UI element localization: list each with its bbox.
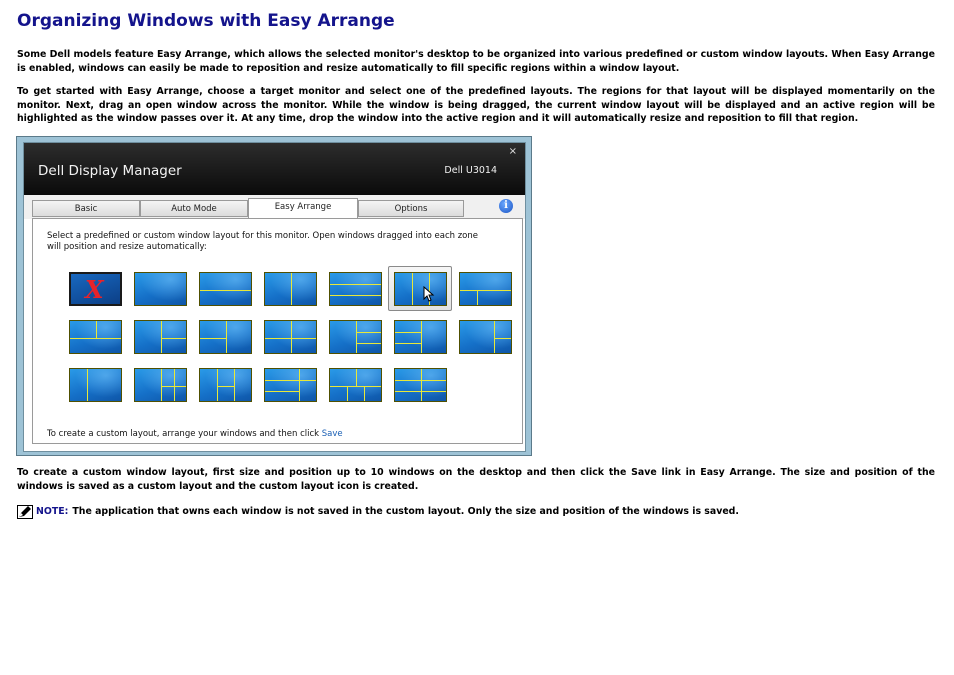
layout-option-button[interactable] (134, 320, 187, 354)
easy-arrange-panel (32, 218, 523, 444)
layout-divider (200, 338, 227, 339)
layout-divider (364, 386, 365, 402)
custom-layout-paragraph: To create a custom window layout, first size and position up to 10 windows on the desktop and then click the Save link in Easy Arrange. The size and position of the windows is saved as a custom layout and the custom layout icon is created. (17, 467, 935, 492)
layout-divider (357, 332, 383, 333)
layout-option-button[interactable] (394, 368, 447, 402)
page-title: Organizing Windows with Easy Arrange (17, 11, 395, 31)
layout-option-button[interactable] (459, 320, 512, 354)
layout-divider (217, 386, 234, 387)
layout-option-button[interactable] (199, 320, 252, 354)
tab-auto-mode[interactable]: Auto Mode (140, 200, 248, 217)
tab-easy-arrange[interactable]: Easy Arrange (248, 198, 358, 218)
getting-started-paragraph: To get started with Easy Arrange, choose a target monitor and select one of the predefined layouts. The regions for that layout will be displayed momentarily on the monitor. Next, drag an open window across the monitor. While the window is being dragged, the current window layout will be displayed and an active region will be highlighted as the window passes over it. At any time, drop the window into the active region and it will automatically resize and reposition to fill that region. (17, 86, 935, 124)
layout-divider (265, 338, 317, 339)
layout-divider (395, 332, 422, 333)
tab-bar (24, 195, 525, 219)
layout-divider (460, 290, 512, 291)
custom-layout-hint (47, 429, 343, 439)
layout-divider (162, 338, 188, 339)
tab-options[interactable]: Options (358, 200, 464, 217)
layout-option-button[interactable] (134, 272, 187, 306)
tab-basic[interactable]: Basic (32, 200, 140, 217)
layout-divider (265, 380, 317, 381)
layout-option-button[interactable] (199, 368, 252, 402)
layout-option-button[interactable] (264, 320, 317, 354)
app-window (23, 142, 526, 452)
layout-option-button[interactable] (394, 272, 447, 306)
layout-option-button[interactable] (69, 368, 122, 402)
layout-divider (96, 321, 97, 338)
layout-option-button[interactable] (264, 368, 317, 402)
save-link[interactable]: Save (321, 429, 343, 439)
layout-option-button[interactable] (264, 272, 317, 306)
layout-option-button[interactable] (329, 272, 382, 306)
info-icon[interactable]: i (499, 199, 513, 213)
layout-option-button[interactable] (69, 320, 122, 354)
layout-divider (356, 369, 357, 386)
intro-paragraph: Some Dell models feature Easy Arrange, which allows the selected monitor's desktop to be organized into various predefined or custom window layouts. When Easy Arrange is enabled, windows can easily be made to reposition and resize automatically to fill specific regions within a window layout. (17, 49, 935, 74)
layout-divider (330, 295, 382, 296)
layout-divider (356, 321, 357, 354)
layout-divider (347, 386, 348, 402)
app-title: Dell Display Manager (38, 163, 182, 179)
app-screenshot (16, 136, 532, 456)
layout-option-button[interactable] (394, 320, 447, 354)
layout-divider (395, 343, 422, 344)
pencil-note-icon (17, 505, 33, 519)
layout-divider (477, 290, 478, 306)
layout-instructions: Select a predefined or custom window layout for this monitor. Open windows dragged into each zone will position and resize automatically: (47, 231, 478, 252)
note-label: NOTE: (36, 506, 69, 517)
note (17, 505, 739, 519)
layout-divider (421, 321, 422, 354)
layout-divider (395, 391, 447, 392)
custom-layout-text: To create a custom layout, arrange your windows and then click (47, 429, 320, 439)
layout-divider (395, 380, 447, 381)
layout-divider (495, 338, 512, 339)
mouse-cursor-icon (423, 286, 435, 302)
layout-divider (200, 290, 252, 291)
layout-divider (357, 343, 383, 344)
layout-option-button[interactable] (199, 272, 252, 306)
app-header (24, 143, 525, 195)
layout-divider (87, 369, 88, 402)
close-icon[interactable]: × (508, 146, 517, 157)
monitor-name: Dell U3014 (444, 165, 497, 176)
layout-off-button[interactable] (69, 272, 122, 306)
layout-divider (162, 386, 188, 387)
layout-option-button[interactable] (329, 320, 382, 354)
layout-option-button[interactable] (329, 368, 382, 402)
layout-option-button[interactable] (134, 368, 187, 402)
layout-option-button[interactable] (459, 272, 512, 306)
layout-divider (421, 369, 422, 402)
disabled-x-icon: X (85, 275, 104, 304)
layout-divider (265, 391, 300, 392)
layout-divider (299, 369, 300, 402)
note-text: The application that owns each window is not saved in the custom layout. Only the size and position of the windows is saved. (72, 506, 739, 517)
layout-divider (330, 284, 382, 285)
layout-divider (291, 273, 292, 306)
layout-divider (412, 273, 413, 306)
